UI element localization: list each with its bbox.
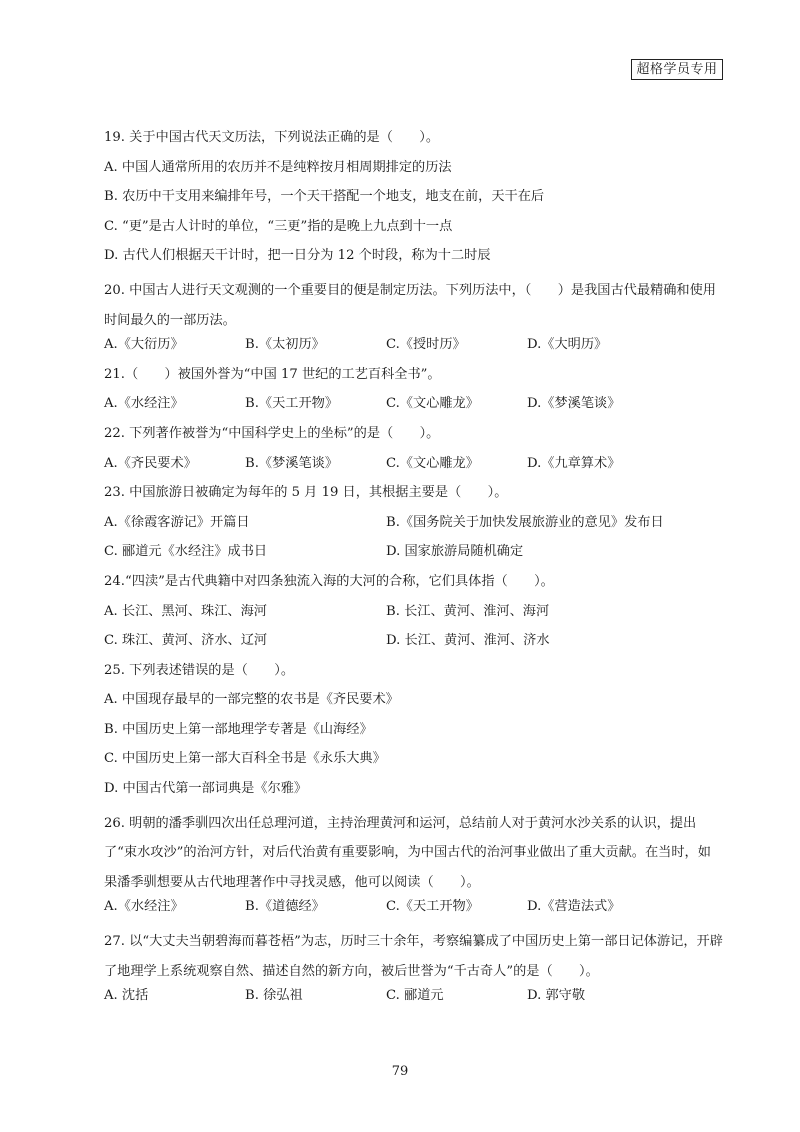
option: D.《营造法式》 [527, 899, 621, 915]
option: C. “更”是古人计时的单位，“三更”指的是晚上九点到十一点 [104, 218, 453, 234]
question-list [104, 128, 724, 1016]
question-stem: 24.“四渎”是古代典籍中对四条独流入海的大河的合称，它们具体指（ ）。 [104, 573, 554, 589]
option: B.《天工开物》 [245, 396, 339, 412]
page-number: 79 [391, 1064, 409, 1079]
option: A.《徐霞客游记》开篇日 [104, 514, 250, 530]
options-row [104, 542, 724, 562]
option: A.《大衍历》 [104, 337, 184, 353]
option: C. 珠江、黄河、济水、辽河 [104, 633, 268, 649]
option: B.《太初历》 [245, 337, 325, 353]
option: D.《大明历》 [527, 337, 608, 353]
option: B. 徐弘祖 [245, 988, 303, 1004]
exclusive-badge: 超格学员专用 [631, 59, 723, 80]
option: A.《水经注》 [104, 396, 184, 412]
option: C.《授时历》 [386, 337, 466, 353]
question-stem: 25. 下列表述错误的是（ ）。 [104, 662, 295, 678]
option: D. 古代人们根据天干计时，把一日分为 12 个时段，称为十二时辰 [104, 248, 491, 264]
option: D. 郭守敬 [527, 988, 586, 1004]
option: D. 长江、黄河、淮河、济水 [386, 633, 550, 649]
option: C. 中国历史上第一部大百科全书是《永乐大典》 [104, 751, 386, 767]
question-stem: 22. 下列著作被誉为“中国科学史上的坐标”的是（ ）。 [104, 425, 440, 441]
option: A. 长江、黑河、珠江、海河 [104, 603, 267, 619]
option: C.《天工开物》 [386, 899, 479, 915]
options-row [104, 631, 724, 651]
option: C.《文心雕龙》 [386, 396, 479, 412]
question-stem: 26. 明朝的潘季驯四次出任总理河道，主持治理黄河和运河，总结前人对于黄河水沙关系的认识，提出了“束水攻沙”的治河方针，对后代治黄有重要影响，为中国古代的治河事业做出了重大贡献。在当时，如果潘季驯想要从古代地理著作中寻找灵感，他可以阅读（ ）。 [104, 815, 711, 890]
options-row [104, 986, 724, 1006]
question-stem: 19. 关于中国古代天文历法，下列说法正确的是（ ）。 [104, 130, 440, 145]
option: D.《九章算术》 [527, 455, 621, 471]
option: B. 农历中干支用来编排年号，一个天干搭配一个地支，地支在前，天干在后 [104, 189, 545, 205]
question-stem: 27. 以“大丈夫当朝碧海而暮苍梧”为志，历时三十余年，考察编纂成了中国历史上第一部日记体游记，开辟了地理学上系统观察自然、描述自然的新方向，被后世誉为“千古奇人”的是（ ）。 [104, 934, 723, 979]
option: A. 中国人通常所用的农历并不是纯粹按月相周期排定的历法 [104, 159, 452, 175]
option: A. 沈括 [104, 988, 149, 1004]
option: C. 郦道元《水经注》成书日 [104, 544, 268, 560]
option: D.《梦溪笔谈》 [527, 396, 621, 412]
option: A.《水经注》 [104, 899, 184, 915]
option: C.《文心雕龙》 [386, 455, 479, 471]
option: B. 中国历史上第一部地理学专著是《山海经》 [104, 721, 373, 737]
option: D. 国家旅游局随机确定 [386, 544, 524, 560]
options-row [104, 602, 724, 622]
options-row [104, 394, 724, 414]
option: B.《道德经》 [245, 899, 325, 915]
options-row [104, 513, 724, 533]
question-stem: 21.（ ）被国外誉为“中国 17 世纪的工艺百科全书”。 [104, 366, 441, 382]
options-row [104, 335, 724, 355]
option: B. 长江、黄河、淮河、海河 [386, 603, 550, 619]
option: A.《齐民要术》 [104, 455, 197, 471]
option: B.《梦溪笔谈》 [245, 455, 339, 471]
options-row [104, 897, 724, 917]
option: B.《国务院关于加快发展旅游业的意见》发布日 [386, 514, 664, 530]
question-stem: 23. 中国旅游日被确定为每年的 5 月 19 日，其根据主要是（ ）。 [104, 485, 508, 501]
option: D. 中国古代第一部词典是《尔雅》 [104, 781, 308, 797]
option: A. 中国现存最早的一部完整的农书是《齐民要术》 [104, 692, 399, 708]
option: C. 郦道元 [386, 988, 444, 1004]
options-row [104, 454, 724, 474]
question-stem: 20. 中国古人进行天文观测的一个重要目的便是制定历法。下列历法中，（ ）是我国古代最精确和使用时间最久的一部历法。 [104, 282, 716, 328]
